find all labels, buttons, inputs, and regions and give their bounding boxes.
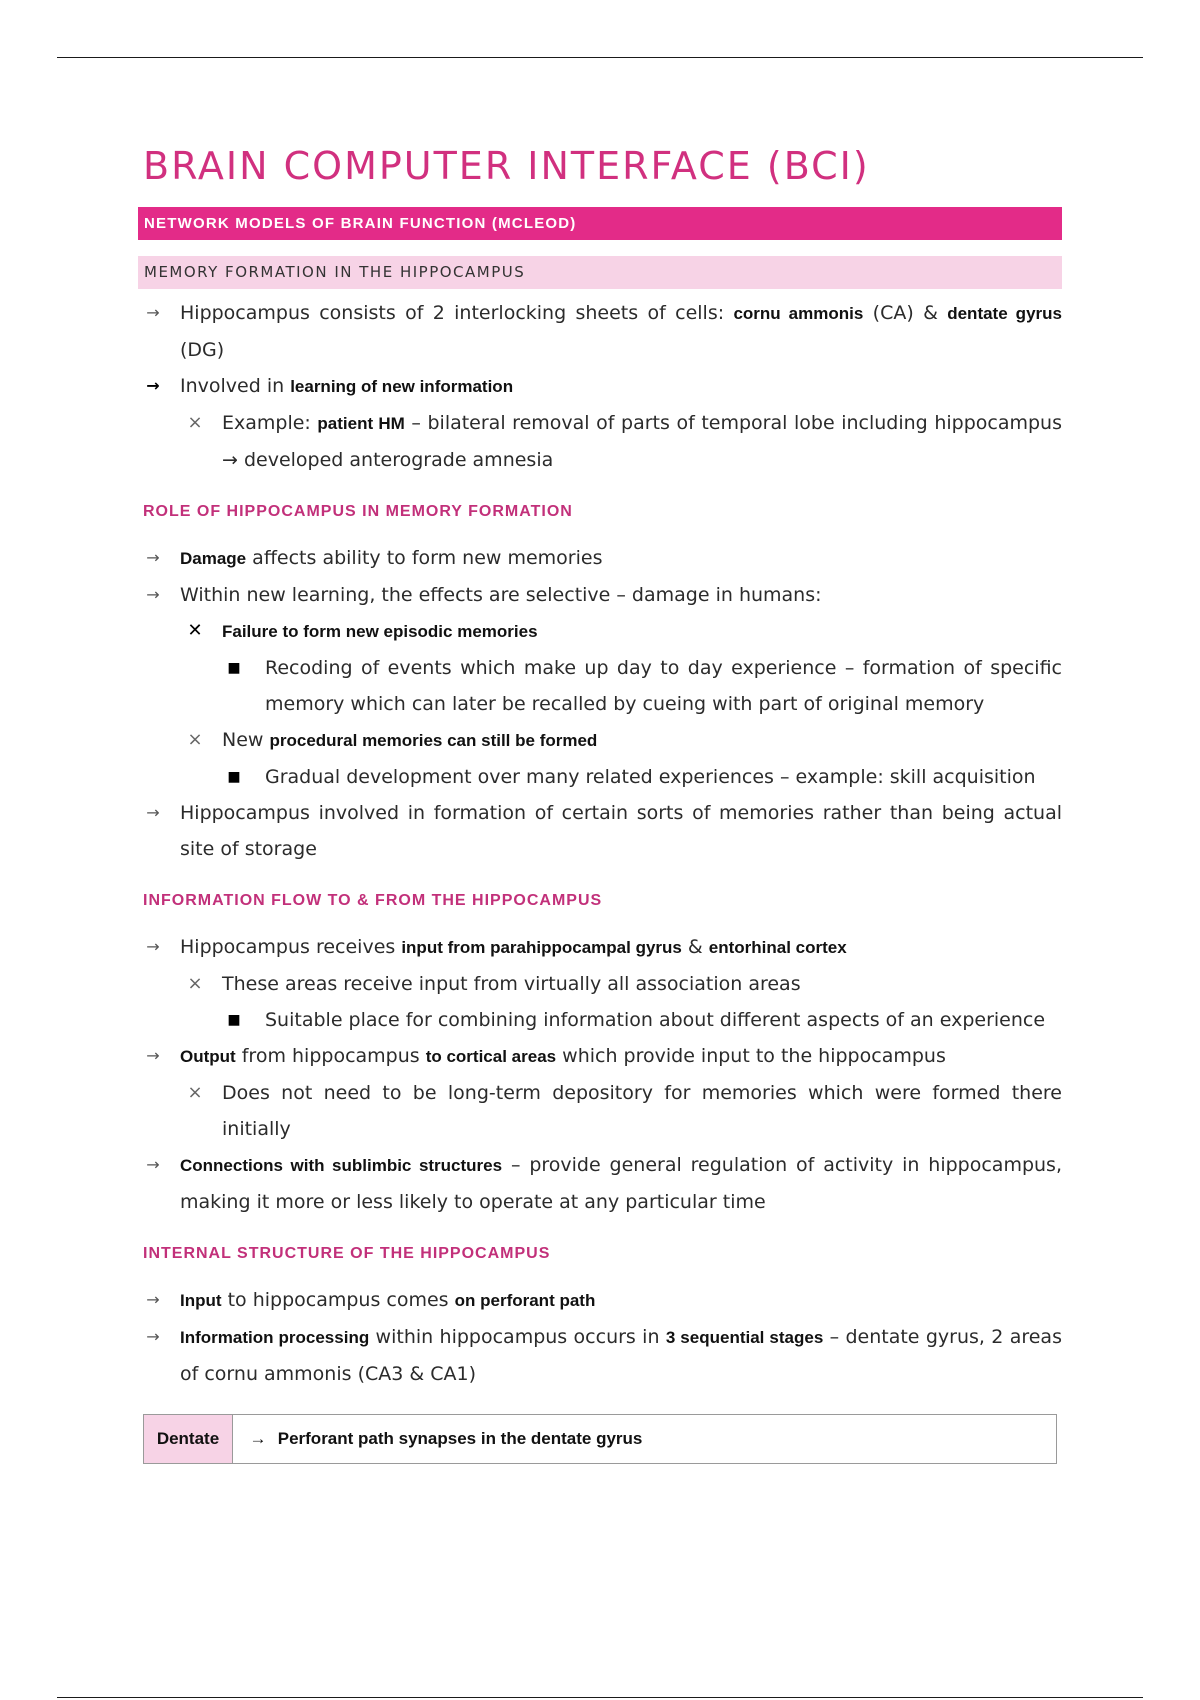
arrow-icon: → (146, 376, 160, 395)
cross-icon: × (187, 729, 203, 750)
list-item: → Hippocampus involved in formation of certain sorts of memories rather than being actual site of storage (138, 795, 1062, 867)
cross-icon: × (187, 1082, 203, 1103)
network-models-bar: NETWORK MODELS OF BRAIN FUNCTION (MCLEOD) (138, 207, 1062, 240)
list-item: → Damage affects ability to form new memories (138, 540, 1062, 577)
arrow-icon: → (146, 937, 160, 956)
list-item: → Involved in learning of new information (138, 368, 1062, 405)
top-rule (57, 57, 1143, 58)
list-item: ■ Gradual development over many related experiences – example: skill acquisition (138, 759, 1062, 795)
table-body-cell: → Perforant path synapses in the dentate gyrus (233, 1415, 1056, 1463)
cross-icon: × (187, 412, 203, 433)
arrow-icon: → (146, 548, 160, 567)
square-bullet-icon: ■ (227, 1012, 241, 1028)
section-heading-flow: INFORMATION FLOW TO & FROM THE HIPPOCAMPUS (143, 892, 603, 909)
arrow-icon: → (146, 585, 160, 604)
arrow-icon: → (146, 803, 160, 822)
list-item: → Information processing within hippocampus occurs in 3 sequential stages – dentate gyrus, 2 areas of cornu ammonis (CA3 & CA1) (138, 1319, 1062, 1392)
arrow-icon: → (146, 1290, 160, 1309)
list-item: ■ Suitable place for combining information about different aspects of an experience (138, 1002, 1062, 1038)
cross-icon: ✕ (187, 620, 203, 641)
list-item: → Connections with sublimbic structures – provide general regulation of activity in hippocampus, making it more or less likely to operate at any particular time (138, 1147, 1062, 1220)
list-item: → Hippocampus consists of 2 interlocking sheets of cells: cornu ammonis (CA) & dentate gyrus (DG) (138, 295, 1062, 368)
list-item: × New procedural memories can still be formed (138, 722, 1062, 759)
section-heading-structure: INTERNAL STRUCTURE OF THE HIPPOCAMPUS (143, 1245, 551, 1262)
list-item: × Does not need to be long-term depository for memories which were formed there initially (138, 1075, 1062, 1147)
document-title: BRAIN COMPUTER INTERFACE (BCI) (143, 144, 870, 188)
arrow-icon: → (146, 1155, 160, 1174)
memory-formation-bar: MEMORY FORMATION IN THE HIPPOCAMPUS (138, 256, 1062, 289)
section-heading-role: ROLE OF HIPPOCAMPUS IN MEMORY FORMATION (143, 503, 573, 520)
list-item: × These areas receive input from virtually all association areas (138, 966, 1062, 1002)
list-item: ✕ Failure to form new episodic memories (138, 613, 1062, 650)
arrow-icon: → (146, 303, 160, 322)
list-item: ■ Recoding of events which make up day to day experience – formation of specific memory which can later be recalled by cueing with part of original memory (138, 650, 1062, 722)
cross-icon: × (187, 973, 203, 994)
arrow-icon: → (249, 1429, 267, 1448)
page-content (138, 140, 1062, 1464)
square-bullet-icon: ■ (227, 769, 241, 785)
list-item: → Input to hippocampus comes on perforant path (138, 1282, 1062, 1319)
list-item: → Output from hippocampus to cortical areas which provide input to the hippocampus (138, 1038, 1062, 1075)
list-item: → Within new learning, the effects are selective – damage in humans: (138, 577, 1062, 613)
dentate-table (143, 1414, 1057, 1464)
bottom-rule (57, 1697, 1143, 1698)
square-bullet-icon: ■ (227, 660, 241, 676)
arrow-icon: → (146, 1327, 160, 1346)
table-head-cell: Dentate (144, 1415, 233, 1463)
arrow-icon: → (146, 1046, 160, 1065)
list-item: × Example: patient HM – bilateral removal of parts of temporal lobe including hippocampus → developed anterograde amnesia (138, 405, 1062, 478)
list-item: → Hippocampus receives input from parahippocampal gyrus & entorhinal cortex (138, 929, 1062, 966)
